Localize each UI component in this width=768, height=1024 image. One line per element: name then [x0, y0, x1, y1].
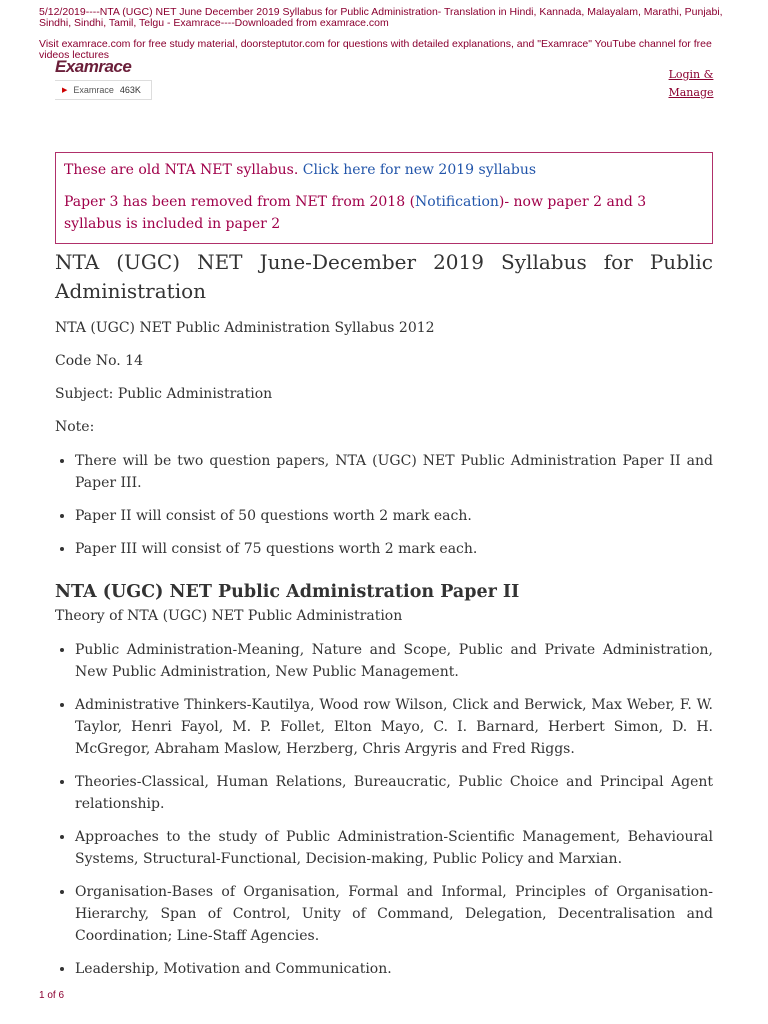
topics-list [55, 639, 713, 980]
list-item: • Public Administration-Meaning, Nature and Scope, Public and Private Administration, New Public Administration, New Public Management. [75, 639, 713, 683]
play-icon: ▶ [62, 87, 68, 94]
notice-line-2 [64, 191, 704, 235]
note-label: Note: [55, 419, 95, 435]
list-item: • Theories-Classical, Human Relations, Bureaucratic, Public Choice and Principal Agent relationship. [75, 771, 713, 815]
notice-text-2b: )- now paper 2 and 3 syllabus is included in paper 2 [64, 194, 647, 232]
notice-text-1: These are old NTA NET syllabus. [64, 162, 303, 178]
subject-line: Subject: Public Administration [55, 386, 273, 402]
section-heading: NTA (UGC) NET Public Administration Paper II [55, 582, 520, 602]
notification-link[interactable]: Notification [415, 194, 499, 210]
examrace-logo[interactable]: Examrace [55, 57, 132, 76]
new-syllabus-link[interactable]: Click here for new 2019 syllabus [302, 162, 537, 178]
notes-list [55, 450, 713, 560]
list-item: • There will be two question papers, NTA (UGC) NET Public Administration Paper II and Paper III. [75, 450, 713, 494]
manage-link[interactable]: Manage [668, 86, 714, 99]
youtube-subscribe-badge[interactable] [55, 80, 152, 100]
page-number: 1 of 6 [39, 990, 65, 1001]
old-syllabus-notice [55, 152, 713, 244]
print-header [39, 7, 729, 61]
login-link[interactable]: Login & [668, 68, 714, 81]
syllabus-subtitle: NTA (UGC) NET Public Administration Syllabus 2012 [55, 320, 435, 336]
page-title: NTA (UGC) NET June-December 2019 Syllabus for Public Administration [55, 250, 713, 303]
notice-line-1 [64, 159, 704, 181]
notice-text-2a: Paper 3 has been removed from NET from 2018 ( [64, 194, 416, 210]
list-item: • Paper III will consist of 75 questions worth 2 mark each. [75, 538, 713, 560]
print-visit-note: Visit examrace.com for free study material, doorsteptutor.com for questions with detailed explanations, and "Examrace" YouTube channel for free videos lectures [39, 38, 712, 61]
list-item: • Approaches to the study of Public Administration-Scientific Management, Behavioural Systems, Structural-Functional, Decision-making, Public Policy and Marxian. [75, 826, 713, 870]
list-item: • Organisation-Bases of Organisation, Formal and Informal, Principles of Organisation-Hierarchy, Span of Control, Unity of Command, Delegation, Decentralisation and Coordination; Line-Staff Agencies. [75, 881, 713, 947]
youtube-channel-label: Examrace [73, 85, 114, 95]
youtube-subscriber-count: 463K [119, 85, 141, 95]
print-meta: 5/12/2019----NTA (UGC) NET June December 2019 Syllabus for Public Administration- Translation in Hindi, Kannada, Malayalam, Marathi, Punjabi, Sindhi, Sindhi, Tamil, Telgu - Examrace----Downloaded from examrace.com [39, 6, 723, 29]
list-item: • Administrative Thinkers-Kautilya, Wood row Wilson, Click and Berwick, Max Weber, F. W. Taylor, Henri Fayol, M. P. Follet, Elton Mayo, C. I. Barnard, Herbert Simon, D. H. McGregor, Abraham Maslow, Herzberg, Chris Argyris and Fred Riggs. [75, 694, 713, 760]
login-manage [668, 66, 714, 102]
list-item: • Paper II will consist of 50 questions worth 2 mark each. [75, 505, 713, 527]
section-subheading: Theory of NTA (UGC) NET Public Administration [55, 608, 403, 624]
list-item: • Leadership, Motivation and Communication. [75, 958, 713, 980]
code-number: Code No. 14 [55, 353, 143, 369]
document-content [55, 248, 713, 991]
